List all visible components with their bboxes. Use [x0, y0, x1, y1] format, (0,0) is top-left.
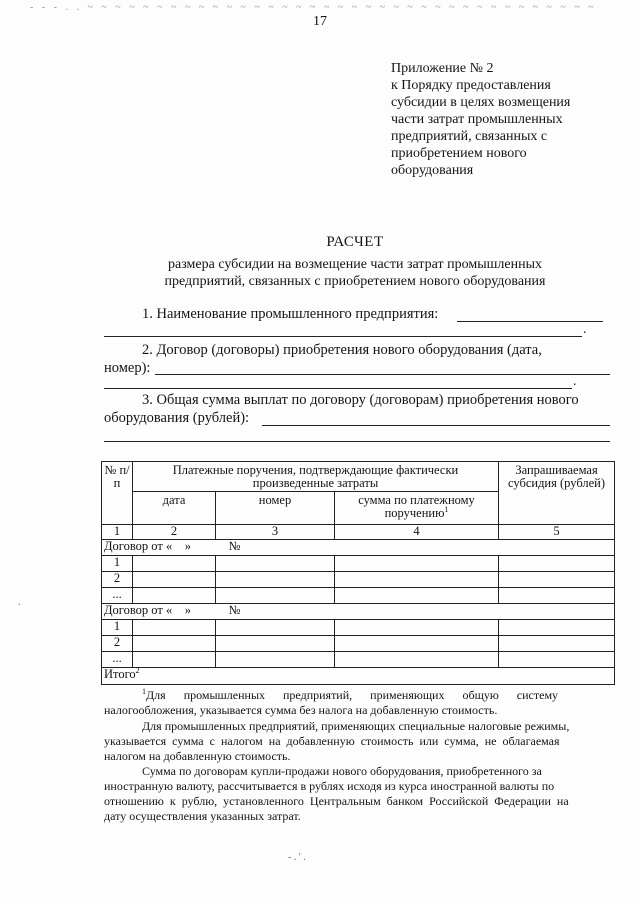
footnote-3-line3: отношению к рублю, установленного Центральным банком Российской Федерации на [104, 794, 569, 808]
cell-date[interactable] [133, 652, 216, 668]
footnote-2-line1: Для промышленных предприятий, применяющих специальные налоговые режимы, [142, 719, 570, 733]
appendix-line: оборудования [391, 163, 474, 178]
table-row [102, 620, 615, 636]
header-col-order-sum-text: сумма по платежному поручению [358, 493, 475, 520]
row-number: 1 [102, 620, 133, 636]
index-cell: 3 [216, 525, 335, 540]
cell-order-sum[interactable] [335, 636, 499, 652]
cell-order-number[interactable] [216, 556, 335, 572]
field-total-sum-line-2[interactable] [104, 441, 610, 442]
row-number: 1 [102, 556, 133, 572]
row-number: 2 [102, 572, 133, 588]
cell-date[interactable] [133, 556, 216, 572]
footnote-1-line1 [142, 688, 608, 703]
table-row [102, 572, 615, 588]
header-scan-noise: - - - . . ~ ~ ~ ~ ~ ~ ~ ~ ~ ~ ~ ~ ~ ~ ~ ~ ~ ~ ~ ~ ~ ~ ~ ~ ~ ~ ~ ~ ~ ~ ~ ~ ~ ~ ~ ~ ~ [30, 2, 597, 13]
footnote-1-text: Для промышленных предприятий, применяющих общую систему [146, 688, 559, 702]
cell-order-number[interactable] [216, 572, 335, 588]
appendix-line: Приложение № 2 [391, 61, 494, 76]
field-total-sum-label-2: оборудования (рублей): [104, 410, 250, 426]
document-title: РАСЧЕТ [326, 234, 384, 250]
cell-date[interactable] [133, 620, 216, 636]
cell-date[interactable] [133, 588, 216, 604]
field-contract-label: 2. Договор (договоры) приобретения нового оборудования (дата, [142, 342, 542, 358]
header-col-order-number: номер [216, 492, 335, 525]
footnote-3-line2: иностранную валюту, рассчитывается в рублях исходя из курса иностранной валюты по [104, 779, 555, 793]
table-row [102, 652, 615, 668]
period-mark: . [583, 322, 587, 337]
header-col-number: № п/п [102, 462, 133, 525]
field-enterprise-name-line[interactable] [457, 321, 603, 322]
footnote-ref: 1 [444, 504, 449, 514]
period-mark: . [573, 374, 577, 389]
table-row [102, 636, 615, 652]
table-row [102, 556, 615, 572]
appendix-line: предприятий, связанных с [391, 129, 548, 144]
appendix-line: к Порядку предоставления [391, 78, 551, 93]
footnote-3-line1: Сумма по договорам купли-продажи нового оборудования, приобретенного за [142, 764, 542, 778]
row-number: ... [102, 588, 133, 604]
cell-order-sum[interactable] [335, 556, 499, 572]
footnote-ref: 2 [135, 665, 140, 675]
cell-order-sum[interactable] [335, 652, 499, 668]
cell-order-sum[interactable] [335, 588, 499, 604]
subtitle-line: предприятий, связанных с приобретением нового оборудования [164, 274, 546, 289]
field-total-sum-label: 3. Общая сумма выплат по договору (договорам) приобретения нового [142, 392, 579, 408]
scan-speck: - . ' . [288, 852, 306, 863]
total-label: Итого [104, 667, 136, 681]
cell-date[interactable] [133, 572, 216, 588]
index-cell: 5 [499, 525, 615, 540]
footnote-1-line2: налогообложения, указывается сумма без налога на добавленную стоимость. [104, 703, 498, 717]
index-cell: 4 [335, 525, 499, 540]
row-number: 2 [102, 636, 133, 652]
table-row [102, 588, 615, 604]
cell-requested[interactable] [499, 588, 615, 604]
appendix-line: приобретением нового [391, 146, 527, 161]
cell-requested[interactable] [499, 652, 615, 668]
calculation-table [101, 461, 615, 685]
contract-section-label: Договор от « » № [102, 540, 615, 556]
footnote-mark: 1 [142, 687, 146, 696]
contract-section-label: Договор от « » № [102, 604, 615, 620]
field-enterprise-name-line-2[interactable] [104, 336, 582, 337]
cell-order-sum[interactable] [335, 572, 499, 588]
cell-order-sum[interactable] [335, 620, 499, 636]
field-contract-line[interactable] [155, 374, 610, 375]
row-number: ... [102, 652, 133, 668]
cell-order-number[interactable] [216, 652, 335, 668]
document-subtitle [0, 256, 640, 290]
header-col-requested-subsidy: Запрашиваемая субсидия (рублей) [499, 462, 615, 525]
cell-requested[interactable] [499, 620, 615, 636]
index-cell: 1 [102, 525, 133, 540]
appendix-line: части затрат промышленных [391, 112, 563, 127]
cell-requested[interactable] [499, 572, 615, 588]
appendix-line: субсидии в целях возмещения [391, 95, 571, 110]
cell-requested[interactable] [499, 636, 615, 652]
header-col-order-sum [335, 492, 499, 525]
footnote-3-line4: дату осуществления указанных затрат. [104, 809, 301, 823]
cell-order-number[interactable] [216, 588, 335, 604]
cell-date[interactable] [133, 636, 216, 652]
footnote-2-line3: налогом на добавленную стоимость. [104, 749, 291, 763]
field-contract-label-2: номер): [104, 360, 151, 376]
total-row [102, 665, 615, 685]
appendix-block [391, 60, 570, 179]
cell-order-number[interactable] [216, 620, 335, 636]
field-total-sum-line[interactable] [262, 425, 610, 426]
header-col-date: дата [133, 492, 216, 525]
cell-order-number[interactable] [216, 636, 335, 652]
cell-requested[interactable] [499, 556, 615, 572]
page-number: 17 [313, 14, 327, 29]
field-contract-line-2[interactable] [104, 388, 572, 389]
header-col-payment-orders: Платежные поручения, подтверждающие фактически произведенные затраты [133, 462, 499, 492]
index-cell: 2 [133, 525, 216, 540]
field-enterprise-name-label: 1. Наименование промышленного предприятия: [142, 306, 439, 322]
footnote-2-line2: указывается сумма с налогом на добавленную стоимость или сумма, не облагаемая [104, 734, 560, 748]
scan-speck: . [18, 597, 21, 608]
subtitle-line: размера субсидии на возмещение части затрат промышленных [167, 257, 542, 272]
